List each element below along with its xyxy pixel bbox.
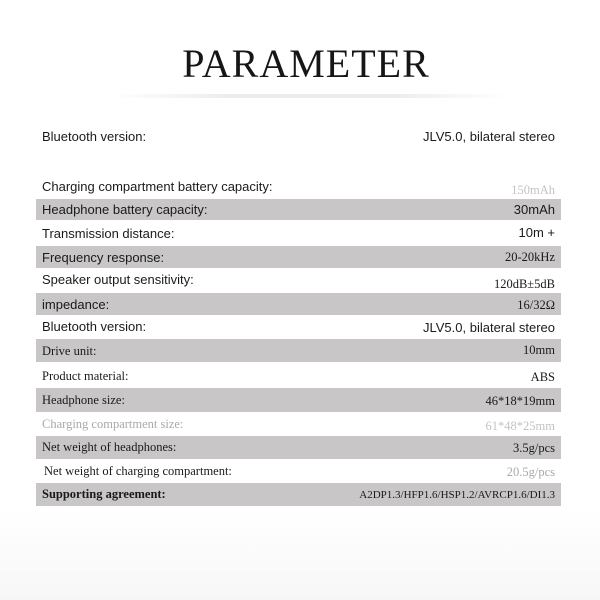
spec-label: impedance: [42, 297, 110, 312]
spec-value: JLV5.0, bilateral stereo [423, 129, 555, 144]
spec-label: Drive unit: [42, 344, 97, 358]
spec-value: 120dB±5dB [493, 277, 555, 291]
spec-label: Frequency response: [42, 250, 165, 265]
spec-row-impedance [36, 293, 561, 315]
spec-row-product-material [36, 364, 561, 388]
spec-label: Transmission distance: [42, 226, 175, 241]
spec-label: Charging compartment size: [42, 417, 184, 431]
spec-value: 16/32Ω [517, 298, 555, 312]
spec-row-transmission-distance [36, 222, 561, 244]
spec-value: 10m + [518, 225, 555, 240]
spec-row-charging-compartment-battery [36, 174, 561, 198]
spec-value: 30mAh [513, 202, 555, 217]
title-divider [110, 94, 510, 98]
spec-row-supporting-agreement [36, 483, 561, 506]
spec-row-net-weight-charging-compartment [36, 459, 561, 483]
spec-label: Supporting agreement: [42, 487, 166, 501]
spec-value: 20.5g/pcs [506, 465, 555, 479]
spec-label: Net weight of headphones: [42, 440, 177, 454]
spec-row-frequency-response [36, 246, 561, 268]
spec-label: Product material: [42, 369, 129, 383]
spec-row-headphone-battery [36, 199, 561, 220]
spec-label: Bluetooth version: [42, 319, 147, 334]
spec-value: JLV5.0, bilateral stereo [423, 320, 555, 335]
spec-value: 150mAh [511, 183, 555, 197]
spec-label: Bluetooth version: [42, 129, 147, 144]
spec-label: Speaker output sensitivity: [42, 272, 194, 287]
spec-value: 20-20kHz [505, 250, 555, 264]
spec-row-headphone-size [36, 388, 561, 412]
spec-row-bluetooth-version-2 [36, 316, 561, 338]
spec-label: Headphone size: [42, 393, 125, 407]
spec-value: 10mm [523, 343, 555, 357]
spec-row-drive-unit [36, 339, 561, 362]
spec-label: Net weight of charging compartment: [44, 464, 232, 478]
spec-value: A2DP1.3/HFP1.6/HSP1.2/AVRCP1.6/DI1.3 [359, 489, 555, 501]
spec-row-bluetooth-version [36, 124, 561, 148]
spec-value: 61*48*25mm [485, 419, 555, 433]
spec-value: 3.5g/pcs [512, 441, 555, 455]
spec-row-speaker-sensitivity [36, 269, 561, 293]
spec-value: 46*18*19mm [485, 394, 555, 408]
page-title: PARAMETER [182, 41, 430, 86]
spec-row-charging-compartment-size [36, 412, 561, 436]
spec-label: Headphone battery capacity: [42, 202, 208, 217]
spec-label: Charging compartment battery capacity: [42, 179, 273, 194]
spec-value: ABS [530, 370, 555, 384]
spec-row-net-weight-headphones [36, 436, 561, 459]
